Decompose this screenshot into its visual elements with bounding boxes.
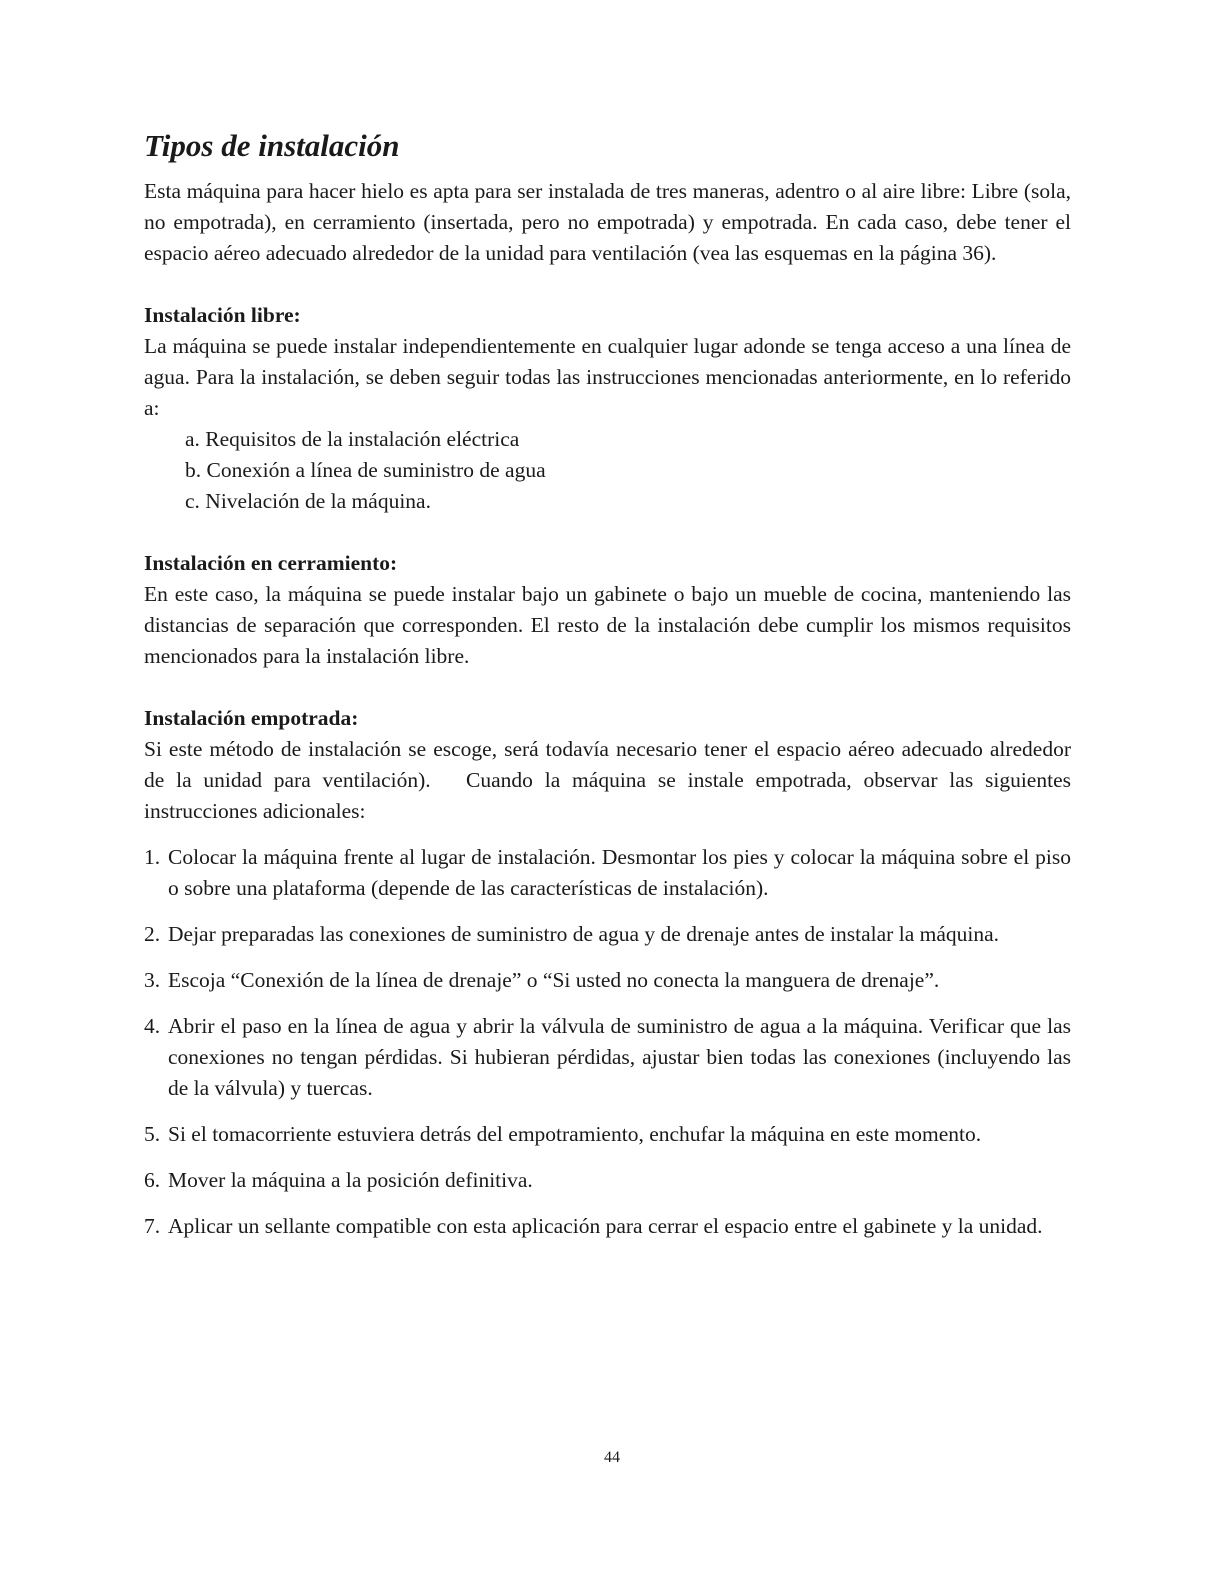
intro-paragraph: Esta máquina para hacer hielo es apta para ser instalada de tres maneras, adentro o al aire libre: Libre (sola, no empotrada), en cerramiento (insertada, pero no empotrada) y empotrada. En cada caso, debe tener el espacio aéreo adecuado alrededor de la unidad para ventilación (vea las esquemas en la página 36). — [144, 179, 1071, 265]
list-item — [144, 1011, 1071, 1104]
step-text: Dejar preparadas las conexiones de suministro de agua y de drenaje antes de instalar la máquina. — [168, 922, 1000, 946]
section-body-cerramiento: En este caso, la máquina se puede instalar bajo un gabinete o bajo un mueble de cocina, manteniendo las distancias de separación que corresponden. El resto de la instalación debe cumplir los mismos requisitos mencionados para la instalación libre. — [144, 582, 1071, 668]
step-text: Si el tomacorriente estuviera detrás del empotramiento, enchufar la máquina en este momento. — [168, 1122, 982, 1146]
document-page — [144, 126, 1077, 1257]
page-title: Tipos de instalación — [144, 128, 400, 163]
step-number: 4. — [144, 1014, 161, 1038]
step-text: Abrir el paso en la línea de agua y abrir la válvula de suministro de agua a la máquina. Verificar que las conexiones no tengan pérdidas. Si hubieran pérdidas, ajustar bien todas las conexiones (incluyendo las de la válvula) y tuercas. — [168, 1014, 1071, 1100]
section-cerramiento — [144, 548, 1071, 672]
list-item — [144, 965, 1071, 996]
list-item — [144, 1119, 1071, 1150]
list-item — [144, 919, 1071, 950]
section-body-empotrada: Si este método de instalación se escoge, será todavía necesario tener el espacio aéreo adecuado alrededor de la unidad para ventilación). Cuando la máquina se instale empotrada, observar las siguientes instrucciones adicionales: — [144, 737, 1077, 823]
section-empotrada — [144, 703, 1077, 1242]
step-text: Mover la máquina a la posición definitiva. — [168, 1168, 533, 1192]
steps-list — [144, 842, 1071, 1242]
step-text: Colocar la máquina frente al lugar de instalación. Desmontar los pies y colocar la máquina sobre el piso o sobre una plataforma (depende de las características de instalación). — [168, 845, 1071, 900]
list-item: a. Requisitos de la instalación eléctrica — [185, 427, 520, 451]
step-number: 6. — [144, 1168, 161, 1192]
section-heading-cerramiento: Instalación en cerramiento: — [144, 551, 398, 575]
list-item — [144, 1165, 1071, 1196]
step-number: 3. — [144, 968, 161, 992]
section-body-libre: La máquina se puede instalar independientemente en cualquier lugar adonde se tenga acceso a una línea de agua. Para la instalación, se deben seguir todas las instrucciones mencionadas anteriormente, en lo referido a: — [144, 334, 1071, 420]
page-number: 44 — [604, 1449, 620, 1466]
step-text: Escoja “Conexión de la línea de drenaje” o “Si usted no conecta la manguera de drenaje”. — [168, 968, 940, 992]
section-heading-empotrada: Instalación empotrada: — [144, 706, 359, 730]
step-text: Aplicar un sellante compatible con esta aplicación para cerrar el espacio entre el gabinete y la unidad. — [168, 1214, 1043, 1238]
step-number: 5. — [144, 1122, 161, 1146]
section-heading-libre: Instalación libre: — [144, 303, 301, 327]
section-libre — [144, 300, 1071, 517]
list-item: c. Nivelación de la máquina. — [185, 489, 431, 513]
step-number: 1. — [144, 845, 161, 869]
requirements-list — [144, 424, 1071, 517]
step-number: 7. — [144, 1214, 161, 1238]
list-item — [144, 1211, 1071, 1242]
list-item — [144, 842, 1071, 904]
step-number: 2. — [144, 922, 161, 946]
list-item: b. Conexión a línea de suministro de agua — [185, 458, 546, 482]
